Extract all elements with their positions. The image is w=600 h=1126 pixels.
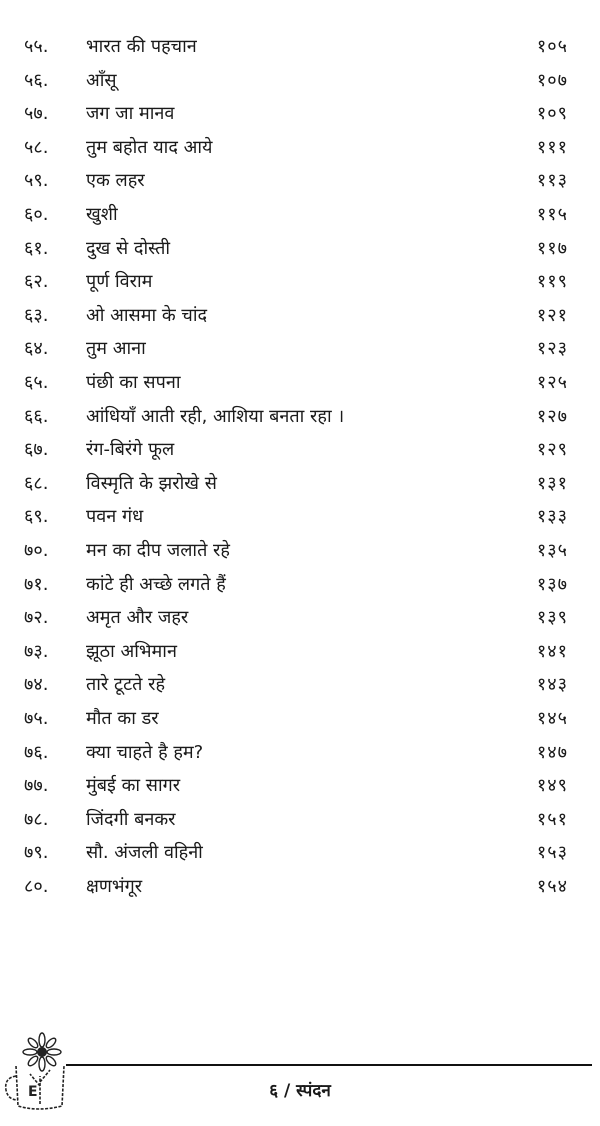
toc-entry <box>0 66 600 96</box>
entry-page-number: १३१ <box>536 472 568 494</box>
entry-number: ६९. <box>24 506 49 528</box>
toc-entry <box>0 133 600 163</box>
entry-title: पूर्ण विराम <box>86 271 153 293</box>
entry-page-number: १२३ <box>536 338 568 360</box>
toc-entry <box>0 402 600 432</box>
entry-page-number: १४९ <box>536 775 568 797</box>
entry-number: ५९. <box>24 170 49 192</box>
entry-page-number: १११ <box>536 136 568 158</box>
entry-page-number: १५४ <box>536 876 568 897</box>
entry-number: ५५. <box>24 36 49 57</box>
entry-number: ७७. <box>24 775 49 797</box>
toc-entry <box>0 805 600 835</box>
entry-page-number: १०५ <box>536 36 568 57</box>
entry-page-number: ११५ <box>536 204 568 225</box>
entry-page-number: १२७ <box>536 405 568 427</box>
entry-title: खुशी <box>86 204 118 225</box>
entry-number: ५६. <box>24 69 49 91</box>
entry-page-number: १४७ <box>536 741 568 763</box>
entry-number: ७४. <box>24 674 49 696</box>
entry-title: एक लहर <box>86 170 145 192</box>
entry-page-number: १३९ <box>536 607 568 629</box>
toc-entry <box>0 267 600 297</box>
entry-page-number: १३५ <box>536 540 568 561</box>
entry-page-number: १२९ <box>536 439 568 461</box>
toc-entry <box>0 32 600 62</box>
entry-page-number: १२१ <box>536 304 568 326</box>
entry-number: ६४. <box>24 338 49 360</box>
entry-number: ६२. <box>24 271 49 293</box>
entry-page-number: १५१ <box>536 808 568 830</box>
entry-title: क्या चाहते है हम? <box>86 741 204 763</box>
entry-title: पंछी का सपना <box>86 372 181 393</box>
svg-text:E: E <box>28 1084 38 1100</box>
toc-entry <box>0 570 600 600</box>
entry-title: अमृत और जहर <box>86 607 189 629</box>
toc-entry <box>0 670 600 700</box>
toc-entry <box>0 334 600 364</box>
entry-title: मन का दीप जलाते रहे <box>86 540 230 561</box>
toc-entry <box>0 435 600 465</box>
entry-number: ७३. <box>24 640 49 662</box>
entry-title: झूठा अभिमान <box>86 640 177 662</box>
entry-title: रंग-बिरंगे फूल <box>86 439 175 461</box>
entry-number: ६७. <box>24 439 49 461</box>
toc-entry <box>0 704 600 734</box>
entry-number: ७६. <box>24 741 49 763</box>
toc-entry <box>0 166 600 196</box>
entry-number: ५७. <box>24 103 49 125</box>
entry-page-number: १३३ <box>536 506 568 528</box>
entry-title: मुंबई का सागर <box>86 775 181 797</box>
toc-entry <box>0 771 600 801</box>
entry-page-number: १५३ <box>536 842 568 864</box>
toc-entry <box>0 200 600 230</box>
entry-page-number: १४१ <box>536 640 568 662</box>
entry-number: ७१. <box>24 573 49 595</box>
entry-title: ओ आसमा के चांद <box>86 304 208 326</box>
entry-page-number: ११७ <box>536 237 568 259</box>
entry-title: तुम बहोत याद आये <box>86 136 213 158</box>
entry-number: ७८. <box>24 808 49 830</box>
entry-number: ६१. <box>24 237 49 259</box>
entry-title: मौत का डर <box>86 708 159 729</box>
entry-page-number: १२५ <box>536 372 568 393</box>
toc-entry <box>0 99 600 129</box>
entry-title: दुख से दोस्ती <box>86 237 171 259</box>
entry-title: भारत की पहचान <box>86 36 197 57</box>
entry-title: कांटे ही अच्छे लगते हैं <box>86 573 226 595</box>
entry-number: ५८. <box>24 136 49 158</box>
entry-number: ६३. <box>24 304 49 326</box>
entry-number: ६०. <box>24 204 49 225</box>
entry-page-number: १४५ <box>536 708 568 729</box>
entry-title: आंधियाँ आती रही, आशिया बनता रहा । <box>86 405 345 427</box>
entry-number: ७०. <box>24 540 49 561</box>
toc-entry <box>0 469 600 499</box>
toc-entry <box>0 368 600 398</box>
entry-title: तारे टूटते रहे <box>86 674 166 696</box>
entry-title: जिंदगी बनकर <box>86 808 176 830</box>
entry-page-number: १०९ <box>536 103 568 125</box>
toc-entry <box>0 536 600 566</box>
entry-number: ६५. <box>24 372 49 393</box>
entry-title: सौ. अंजली वहिनी <box>86 842 203 864</box>
toc-entry <box>0 234 600 264</box>
footer-divider <box>66 1064 592 1066</box>
entry-page-number: १०७ <box>536 69 568 91</box>
entry-title: जग जा मानव <box>86 103 175 125</box>
toc-entry <box>0 603 600 633</box>
page-footer: ६ / स्पंदन <box>269 1081 331 1101</box>
entry-number: ७२. <box>24 607 49 629</box>
entry-page-number: १४३ <box>536 674 568 696</box>
entry-number: ८०. <box>24 876 49 897</box>
entry-number: ७९. <box>24 842 49 864</box>
toc-entry <box>0 637 600 667</box>
entry-number: ७५. <box>24 708 49 729</box>
entry-number: ६६. <box>24 405 49 427</box>
toc-entry <box>0 301 600 331</box>
entry-title: क्षणभंगूर <box>86 876 143 897</box>
entry-title: तुम आना <box>86 338 146 360</box>
entry-page-number: १३७ <box>536 573 568 595</box>
toc-entry <box>0 838 600 868</box>
entry-page-number: ११९ <box>536 271 568 293</box>
entry-number: ६८. <box>24 472 49 494</box>
entry-page-number: ११३ <box>536 170 568 192</box>
entry-title: विस्मृति के झरोखे से <box>86 472 217 494</box>
toc-entry <box>0 502 600 532</box>
entry-title: पवन गंध <box>86 506 144 528</box>
toc-entry <box>0 872 600 902</box>
toc-entry <box>0 738 600 768</box>
entry-title: आँसू <box>86 69 117 91</box>
